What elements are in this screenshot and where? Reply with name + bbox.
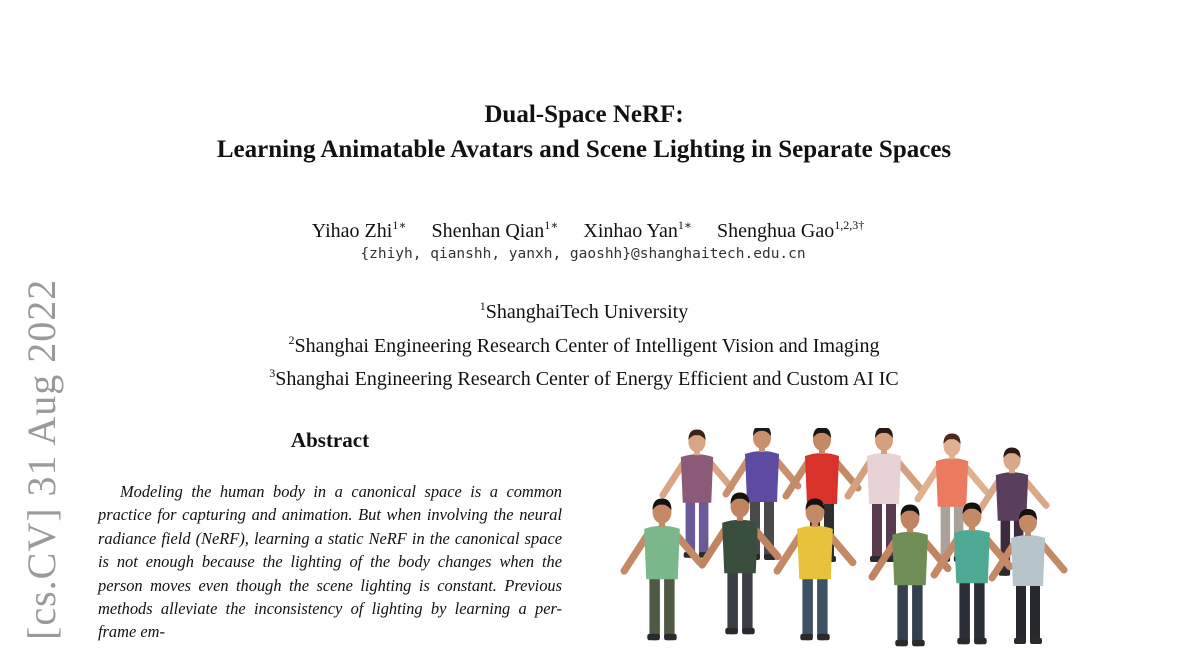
paper-title-line-2: Learning Animatable Avatars and Scene Lighting in Separate Spaces [216, 136, 952, 163]
author-affiliation-mark: 1∗ [677, 218, 693, 232]
author-affiliation-mark: 1,2,3† [834, 218, 865, 232]
author [583, 220, 692, 242]
author-name: Xinhao Yan [583, 220, 678, 242]
avatar-group [624, 428, 1064, 646]
affiliation-name: Shanghai Engineering Research Center of Energy Efficient and Custom AI IC [275, 368, 899, 390]
author-affiliation-mark: 1∗ [544, 218, 559, 232]
author-name: Yihao Zhi [311, 220, 393, 242]
abstract-heading: Abstract [290, 428, 370, 452]
author-name: Shenhan Qian [431, 220, 545, 242]
author-list [0, 210, 1176, 246]
arxiv-stamp: [cs.CV] 31 Aug 2022 [19, 278, 64, 640]
affiliation [0, 293, 1168, 327]
affiliation-name: ShanghaiTech University [485, 301, 689, 323]
abstract-text: Modeling the human body in a canonical space is a common practice for capturing and animation. But when involving the neural radiance field (NeRF), learning a static NeRF in the canonical space is not enough because the lighting of the body changes when the person moves even though the scene lighting is constant. Previous methods alleviate the inconsistency of lighting by learning a per-frame em- [98, 482, 562, 642]
affiliation-list [0, 293, 1168, 394]
author-emails: {zhiyh, qianshh, yanxh, gaoshh}@shanghaitech.edu.cn [360, 246, 806, 262]
teaser-figure [600, 428, 1080, 648]
affiliation-name: Shanghai Engineering Research Center of Intelligent Vision and Imaging [294, 334, 880, 357]
avatar-figure [777, 498, 853, 640]
affiliation [0, 327, 1168, 361]
affiliation [0, 360, 1168, 394]
paper-title-line-1: Dual-Space NeRF: [484, 101, 684, 128]
author-affiliation-mark: 1∗ [392, 218, 407, 232]
affiliation-mark: 3 [269, 366, 276, 380]
affiliation-mark: 2 [288, 332, 295, 347]
affiliation-mark: 1 [479, 299, 486, 313]
author-name: Shenghua Gao [717, 220, 835, 242]
author [312, 220, 407, 242]
author [717, 220, 864, 242]
author [431, 220, 558, 242]
